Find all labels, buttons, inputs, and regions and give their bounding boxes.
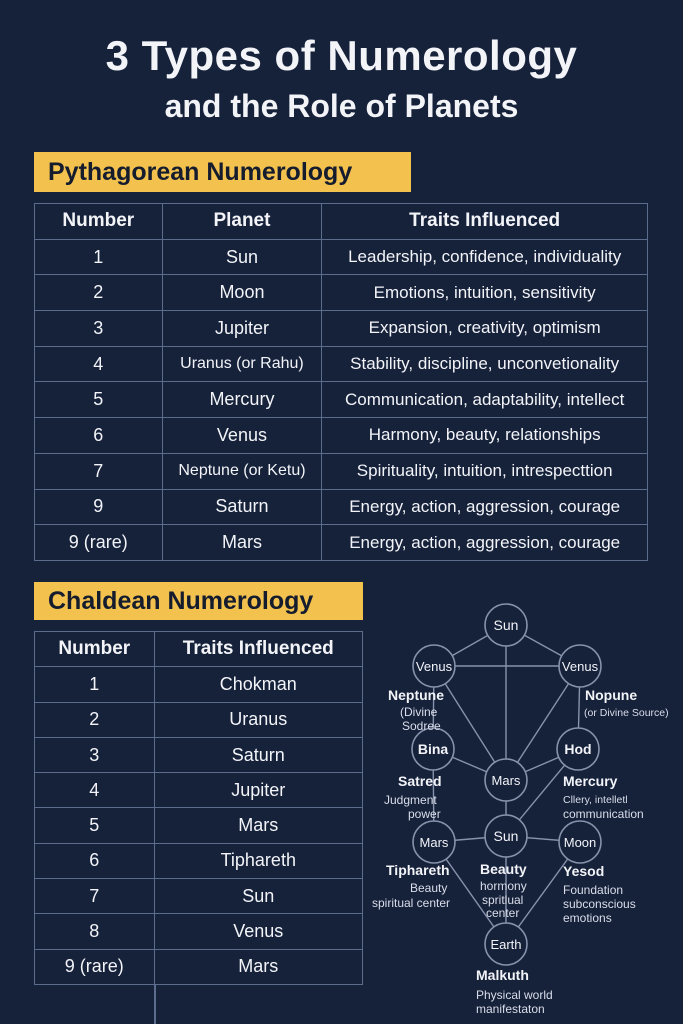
cell-planet: Neptune (or Ketu): [162, 453, 322, 489]
column-header-number: Number: [35, 204, 163, 240]
cell-number: 5: [35, 808, 155, 843]
label-nopune-sub: (or Divine Source): [584, 707, 669, 719]
node-label: Moon: [563, 835, 597, 850]
cell-traits: Spirituality, intuition, intrespecttion: [322, 453, 648, 489]
cell-traits: Energy, action, aggression, courage: [322, 489, 648, 525]
node-moon: [559, 821, 601, 863]
label-satred-sub: power: [408, 807, 441, 821]
table-row: [35, 525, 648, 561]
table-row: [35, 702, 363, 737]
cell-traits: Venus: [154, 914, 362, 949]
table-divider: [154, 984, 156, 1024]
node-sun-center: [485, 815, 527, 857]
table-header-row: [35, 632, 363, 667]
node-label: Sun: [493, 617, 519, 633]
table-row: [35, 667, 363, 702]
node-venus-right: [559, 645, 601, 687]
cell-number: 7: [35, 453, 163, 489]
cell-planet: Mercury: [162, 382, 322, 418]
cell-traits: Harmony, beauty, relationships: [322, 418, 648, 454]
cell-traits: Communication, adaptability, intellect: [322, 382, 648, 418]
label-neptune-title: Neptune: [388, 687, 444, 703]
table-row: [35, 311, 648, 347]
table-row: [35, 843, 363, 878]
node-sun-top: [485, 604, 527, 646]
node-label: Earth: [490, 937, 522, 952]
cell-number: 8: [35, 914, 155, 949]
node-label: Venus: [561, 659, 599, 674]
cell-number: 4: [35, 773, 155, 808]
table-row: [35, 879, 363, 914]
table-row: [35, 453, 648, 489]
node-label: Bina: [417, 741, 449, 757]
table-row: [35, 914, 363, 949]
label-yesod-title: Yesod: [563, 863, 605, 879]
cell-traits: Tiphareth: [154, 843, 362, 878]
label-mercury-sub: Cllery, intelletl: [563, 794, 628, 806]
node-label: Sun: [493, 828, 519, 844]
cell-traits: Emotions, intuition, sensitivity: [322, 275, 648, 311]
cell-number: 1: [35, 667, 155, 702]
label-yesod-sub: Foundation: [563, 883, 624, 897]
label-nopune-title: Nopune: [585, 687, 638, 703]
cell-number: 2: [35, 275, 163, 311]
column-header-number: Number: [35, 632, 155, 667]
pythagorean-table: [34, 203, 648, 561]
cell-traits: Mars: [154, 808, 362, 843]
node-venus-left: [413, 645, 455, 687]
node-bina: [412, 728, 454, 770]
label-tiphareth-sub: spiritual center: [372, 896, 451, 910]
node-label: Mars: [491, 773, 521, 788]
label-malkuth-sub: manifestaton: [476, 1002, 545, 1016]
cell-traits: Energy, action, aggression, courage: [322, 525, 648, 561]
label-satred-title: Satred: [398, 773, 442, 789]
label-beauty-sub: spritlual: [482, 893, 524, 907]
label-beauty-sub: center: [486, 906, 520, 920]
table-row: [35, 275, 648, 311]
label-mercury-title: Mercury: [563, 773, 618, 789]
cell-number: 1: [35, 239, 163, 275]
table-row: [35, 346, 648, 382]
cell-number: 4: [35, 346, 163, 382]
table-row: [35, 949, 363, 984]
cell-number: 3: [35, 311, 163, 347]
cell-planet: Jupiter: [162, 311, 322, 347]
cell-number: 5: [35, 382, 163, 418]
cell-traits: Mars: [154, 949, 362, 984]
page-subtitle: and the Role of Planets: [164, 88, 519, 124]
label-yesod-sub: subconscious: [563, 897, 636, 911]
cell-planet: Uranus (or Rahu): [162, 346, 322, 382]
label-malkuth-title: Malkuth: [476, 967, 529, 983]
cell-number: 7: [35, 879, 155, 914]
table-row: [35, 773, 363, 808]
cell-planet: Sun: [162, 239, 322, 275]
table-row: [35, 382, 648, 418]
cell-traits: Stability, discipline, unconvetionality: [322, 346, 648, 382]
label-malkuth-sub: Physical world: [476, 988, 553, 1002]
cell-traits: Leadership, confidence, individuality: [322, 239, 648, 275]
table-header-row: [35, 204, 648, 240]
label-satred-sub: Judgment: [384, 793, 437, 807]
pythagorean-heading: Pythagorean Numerology: [34, 152, 411, 192]
node-mars-center: [485, 759, 527, 801]
cell-number: 2: [35, 702, 155, 737]
cell-number: 6: [35, 418, 163, 454]
label-neptune-sub: (Divine: [400, 705, 438, 719]
node-mars-left: [413, 821, 455, 863]
node-hod: [557, 728, 599, 770]
cell-traits: Sun: [154, 879, 362, 914]
label-mercury-sub: communication: [563, 807, 644, 821]
table-row: [35, 239, 648, 275]
cell-traits: Saturn: [154, 737, 362, 772]
label-tiphareth-title: Tiphareth: [386, 862, 450, 878]
label-beauty-title: Beauty: [480, 861, 527, 877]
table-row: [35, 737, 363, 772]
chaldean-heading: Chaldean Numerology: [34, 582, 363, 620]
node-label: Mars: [419, 835, 449, 850]
tree-of-life-diagram: [366, 596, 680, 1024]
chaldean-table: [34, 631, 363, 985]
label-beauty-sub: hormony: [480, 879, 527, 893]
column-header-planet: Planet: [162, 204, 322, 240]
node-label: Hod: [564, 741, 592, 757]
label-tiphareth-sub: Beauty: [410, 881, 448, 895]
column-header-traits: Traits Influenced: [322, 204, 648, 240]
table-row: [35, 489, 648, 525]
page-title: 3 Types of Numerology: [105, 32, 578, 79]
table-row: [35, 418, 648, 454]
cell-traits: Jupiter: [154, 773, 362, 808]
cell-planet: Moon: [162, 275, 322, 311]
cell-traits: Chokman: [154, 667, 362, 702]
cell-number: 3: [35, 737, 155, 772]
label-yesod-sub: emotions: [563, 911, 612, 925]
node-label: Venus: [415, 659, 453, 674]
cell-number: 9 (rare): [35, 949, 155, 984]
cell-planet: Saturn: [162, 489, 322, 525]
column-header-traits: Traits Influenced: [154, 632, 362, 667]
cell-planet: Mars: [162, 525, 322, 561]
cell-number: 9: [35, 489, 163, 525]
cell-number: 9 (rare): [35, 525, 163, 561]
cell-traits: Uranus: [154, 702, 362, 737]
cell-traits: Expansion, creativity, optimism: [322, 311, 648, 347]
cell-planet: Venus: [162, 418, 322, 454]
node-earth: [485, 923, 527, 965]
table-row: [35, 808, 363, 843]
cell-number: 6: [35, 843, 155, 878]
label-neptune-sub: Sodree: [402, 719, 441, 733]
